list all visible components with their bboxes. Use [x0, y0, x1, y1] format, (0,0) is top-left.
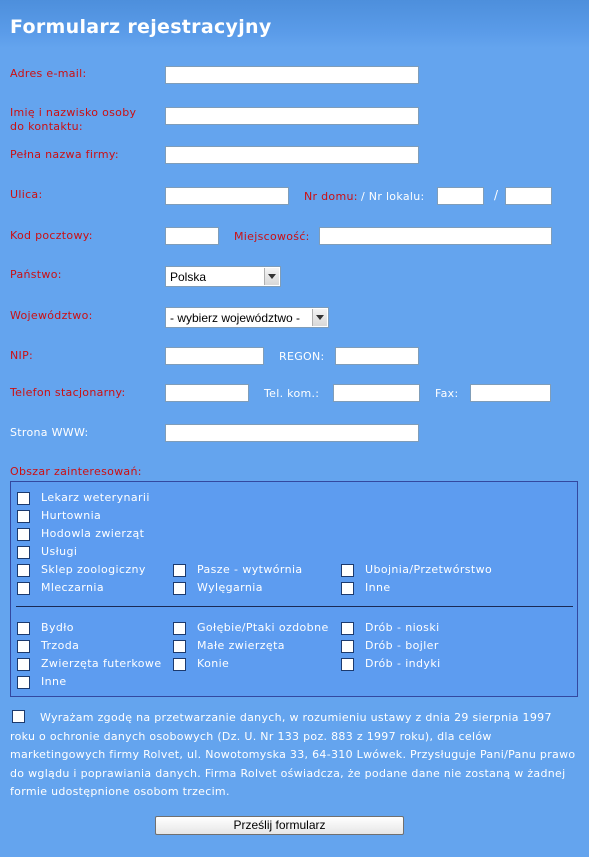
- mobile-label: Tel. kom.:: [264, 387, 320, 400]
- checkbox-label: Gołębie/Ptaki ozdobne: [197, 621, 329, 634]
- checkbox-label: Sklep zoologiczny: [41, 563, 146, 576]
- house-nr-label: Nr domu:: [304, 190, 358, 203]
- nip-label: NIP:: [10, 349, 34, 362]
- street-field[interactable]: [165, 187, 289, 205]
- local-separator: /: [494, 188, 499, 202]
- consent-text: Wyrażam zgodę na przetwarzanie danych, w rozumieniu ustawy z dnia 29 sierpnia 1997 roku o ochronie danych osobowych (Dz. U. Nr 133 poz. 883 z 1997 roku), dla celów marketingowych firmy Rolvet, ul. Nowotomyska 33, 64-310 Lwówek. Przysługuje Pani/Panu prawo do wglądu i poprawiania danych. Firma Rolvet oświadcza, że podane dane nie zostaną w żadnej formie udostępnione osobom trzecim.: [10, 711, 576, 798]
- house-nr-field[interactable]: [437, 187, 484, 205]
- nip-field[interactable]: [165, 347, 264, 365]
- chevron-down-icon[interactable]: [264, 268, 279, 285]
- phone-label: Telefon stacjonarny:: [10, 386, 126, 399]
- www-label: Strona WWW:: [10, 426, 89, 439]
- fax-field[interactable]: [470, 384, 551, 402]
- city-field[interactable]: [319, 227, 552, 245]
- checkbox-wylegarnia[interactable]: [173, 582, 186, 595]
- company-label: Pełna nazwa firmy:: [10, 148, 119, 161]
- checkbox-inne-1[interactable]: [341, 582, 354, 595]
- regon-field[interactable]: [335, 347, 419, 365]
- checkbox-label: Trzoda: [41, 639, 80, 652]
- checkbox-label: Konie: [197, 657, 230, 670]
- checkbox-inne-2[interactable]: [17, 676, 30, 689]
- checkbox-label: Drób - nioski: [365, 621, 440, 634]
- checkbox-label: Drób - bojler: [365, 639, 439, 652]
- checkbox-mleczarnia[interactable]: [17, 582, 30, 595]
- email-field[interactable]: [165, 66, 419, 84]
- checkbox-hodowla-zwierzat[interactable]: [17, 528, 30, 541]
- contact-label-line2: do kontaktu:: [10, 120, 83, 133]
- checkbox-zwierzeta-futerkowe[interactable]: [17, 658, 30, 671]
- form-title: Formularz rejestracyjny: [10, 16, 272, 38]
- city-label: Miejscowość:: [234, 230, 310, 243]
- checkbox-male-zwierzeta[interactable]: [173, 640, 186, 653]
- checkbox-hurtownia[interactable]: [17, 510, 30, 523]
- local-nr-field[interactable]: [505, 187, 552, 205]
- checkbox-label: Usługi: [41, 545, 78, 558]
- street-label: Ulica:: [10, 188, 43, 201]
- interests-label: Obszar zainteresowań:: [10, 465, 142, 478]
- checkbox-label: Drób - indyki: [365, 657, 441, 670]
- checkbox-sklep-zoologiczny[interactable]: [17, 564, 30, 577]
- regon-label: REGON:: [279, 350, 325, 363]
- checkbox-label: Małe zwierzęta: [197, 639, 285, 652]
- checkbox-label: Inne: [41, 675, 67, 688]
- checkbox-golebie-ptaki[interactable]: [173, 622, 186, 635]
- checkbox-label: Lekarz weterynarii: [41, 491, 150, 504]
- consent-text-block: [10, 709, 578, 802]
- email-label: Adres e-mail:: [10, 67, 87, 80]
- checkbox-trzoda[interactable]: [17, 640, 30, 653]
- country-select-value: Polska: [170, 270, 207, 284]
- checkbox-label: Inne: [365, 581, 391, 594]
- country-select[interactable]: [165, 266, 281, 287]
- checkbox-label: Hurtownia: [41, 509, 102, 522]
- fax-label: Fax:: [435, 387, 459, 400]
- www-field[interactable]: [165, 424, 419, 442]
- contact-person-field[interactable]: [165, 107, 419, 125]
- province-label: Województwo:: [10, 309, 93, 322]
- chevron-down-icon[interactable]: [312, 309, 327, 326]
- local-nr-label: / Nr lokalu:: [361, 190, 425, 203]
- interests-divider: [16, 606, 573, 607]
- checkbox-drob-nioski[interactable]: [341, 622, 354, 635]
- phone-field[interactable]: [165, 384, 249, 402]
- country-label: Państwo:: [10, 268, 62, 281]
- checkbox-lekarz-weterynarii[interactable]: [17, 492, 30, 505]
- checkbox-pasze-wytwornia[interactable]: [173, 564, 186, 577]
- checkbox-label: Zwierzęta futerkowe: [41, 657, 162, 670]
- contact-label-line1: Imię i nazwisko osoby: [10, 106, 137, 119]
- checkbox-uslugi[interactable]: [17, 546, 30, 559]
- checkbox-drob-bojler[interactable]: [341, 640, 354, 653]
- province-select-value: - wybierz województwo -: [170, 311, 301, 325]
- company-field[interactable]: [165, 146, 419, 164]
- province-select[interactable]: [165, 307, 329, 328]
- checkbox-konie[interactable]: [173, 658, 186, 671]
- checkbox-label: Wylęgarnia: [197, 581, 263, 594]
- submit-button[interactable]: Prześlij formularz: [155, 816, 404, 835]
- checkbox-bydlo[interactable]: [17, 622, 30, 635]
- contact-label: [10, 106, 136, 134]
- postal-label: Kod pocztowy:: [10, 229, 93, 242]
- checkbox-drob-indyki[interactable]: [341, 658, 354, 671]
- checkbox-label: Mleczarnia: [41, 581, 104, 594]
- checkbox-label: Hodowla zwierząt: [41, 527, 145, 540]
- mobile-field[interactable]: [333, 384, 420, 402]
- checkbox-ubojnia-przetworstwo[interactable]: [341, 564, 354, 577]
- postal-code-field[interactable]: [165, 227, 219, 245]
- checkbox-label: Ubojnia/Przetwórstwo: [365, 563, 493, 576]
- checkbox-label: Bydło: [41, 621, 74, 634]
- checkbox-label: Pasze - wytwórnia: [197, 563, 303, 576]
